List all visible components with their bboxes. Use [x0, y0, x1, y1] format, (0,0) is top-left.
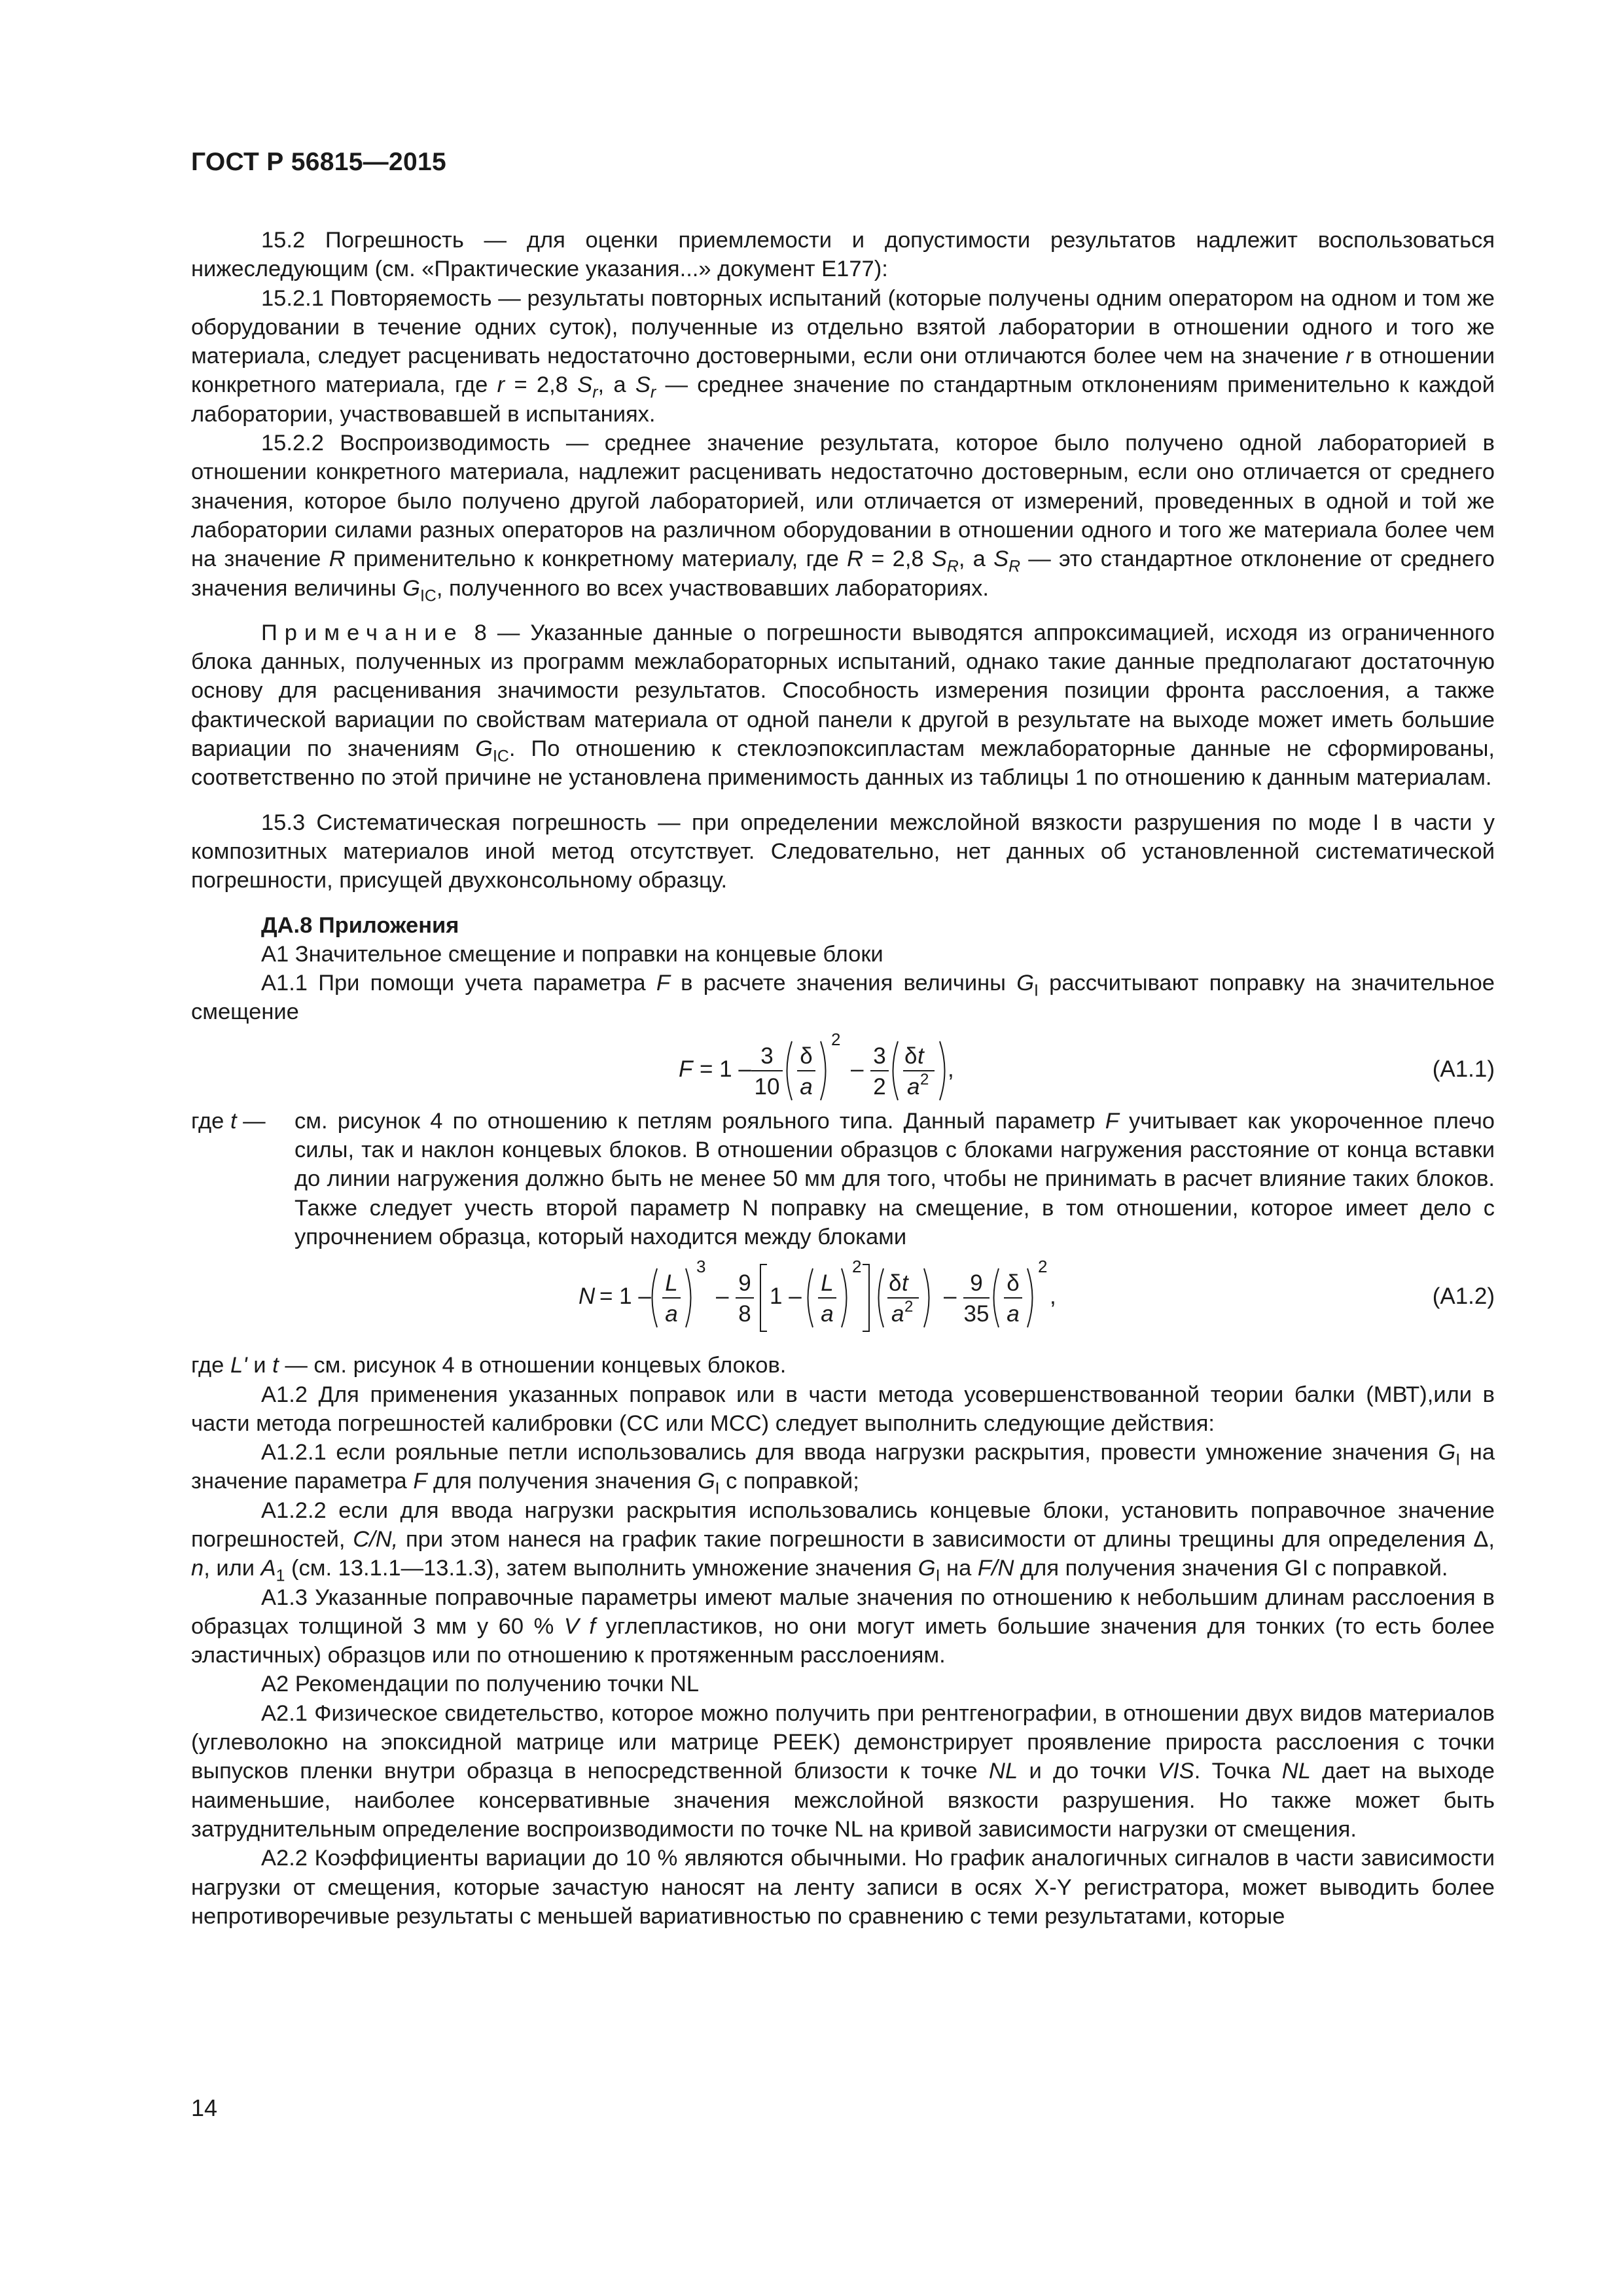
- subscript: R: [946, 558, 959, 576]
- text: где: [191, 1353, 230, 1378]
- symbol-g: G: [1016, 971, 1035, 996]
- formula-operator: = 1 –: [599, 1283, 651, 1310]
- symbol-r: r: [497, 372, 505, 398]
- paragraph-15-2: [191, 226, 1495, 284]
- text: с поправкой;: [719, 1469, 859, 1494]
- left-bracket: [760, 1265, 767, 1331]
- where-clause-1: [191, 1107, 1495, 1251]
- text: . Точка: [1194, 1759, 1282, 1784]
- text: на: [940, 1556, 978, 1581]
- symbol-a: A: [260, 1556, 276, 1581]
- formula-a1-2: [191, 1251, 1495, 1336]
- symbol-s: S: [577, 372, 593, 398]
- text: = 2,8: [863, 547, 932, 572]
- subscript: IC: [419, 587, 437, 605]
- text: рассчитывают поправку на значительное смещение: [191, 971, 1495, 1025]
- fraction-denominator: 2: [873, 1073, 886, 1100]
- text: при этом нанеся на график такие погрешности в зависимости от длины трещины для определения: [398, 1526, 1474, 1552]
- subscript: I: [935, 1567, 940, 1585]
- symbol-nl: NL: [989, 1759, 1018, 1784]
- formula-a1-2-graphic: [191, 1251, 1495, 1336]
- formula-operator: 1 –: [770, 1283, 802, 1310]
- text: 8 — Указанные данные о погрешности выводятся аппроксимацией, исходя из ограниченного блока данных, полученных из программ межлабораторных испытаний, однако такие данные предполагают достаточную основу для расценивания значимости результатов. Способность измерения позиции фронта расслоения, а также фактической вариации по свойствам материала от одной панели к другой в результате на выходе может иметь большие вариации по значениям: [191, 620, 1495, 762]
- symbol-l: L': [230, 1353, 247, 1378]
- where-clause-2: [191, 1351, 1495, 1380]
- formula-symbol: N: [579, 1283, 596, 1310]
- formula-punctuation: ,: [948, 1056, 954, 1082]
- text: где: [191, 1108, 230, 1134]
- left-paren: [808, 1268, 813, 1327]
- exponent: 2: [904, 1298, 914, 1316]
- subscript: r: [592, 384, 598, 403]
- fraction-numerator: δ: [889, 1270, 902, 1297]
- formula-operator: = 1 –: [700, 1056, 751, 1082]
- page-number: 14: [191, 2094, 218, 2121]
- fraction-denominator: a: [665, 1301, 678, 1327]
- fraction-denominator: a: [821, 1301, 834, 1327]
- symbol-f: F: [413, 1469, 427, 1494]
- fraction-numerator: 9: [738, 1270, 751, 1297]
- text: ,: [1488, 1526, 1495, 1552]
- where-text: [294, 1107, 1495, 1251]
- symbol-vis: VIS: [1158, 1759, 1194, 1784]
- right-paren: [821, 1041, 826, 1100]
- text: на значение параметра: [191, 1440, 1495, 1494]
- page-body: [191, 226, 1495, 1931]
- section-heading: ДА.8 Приложения: [261, 912, 459, 938]
- subscript: I: [1455, 1451, 1461, 1469]
- fraction-numerator: 9: [970, 1270, 983, 1297]
- formula-operator: –: [716, 1283, 729, 1310]
- text: 15.3 Систематическая погрешность — при определении межслойной вязкости разрушения по моде I в части у композитных материалов иной метод отсутствует. Следовательно, нет данных об установленной систематической погрешности, присущей двухконсольному образцу.: [191, 810, 1495, 893]
- text: в отношении конкретного материала, где: [191, 344, 1495, 398]
- text: = 2,8: [505, 372, 578, 398]
- where-label: [191, 1107, 294, 1251]
- symbol-g: G: [697, 1469, 715, 1494]
- right-bracket: [863, 1265, 869, 1331]
- symbol-r: r: [1346, 344, 1353, 369]
- exponent: 2: [852, 1257, 862, 1277]
- equation-number: (А1.1): [1432, 1056, 1495, 1082]
- paragraph-15-2-2: [191, 429, 1495, 603]
- symbol-g: G: [475, 736, 493, 762]
- fraction-numerator: 3: [873, 1043, 886, 1069]
- symbol-n: n: [191, 1556, 204, 1581]
- formula-operator: –: [851, 1056, 864, 1082]
- text: — это стандартное отклонение от среднего значения величины: [191, 547, 1495, 601]
- paragraph-a1-2: [191, 1380, 1495, 1439]
- fraction-denominator: 10: [754, 1073, 780, 1100]
- fraction-numerator: δ: [904, 1043, 918, 1069]
- fraction-denominator: a: [1007, 1301, 1020, 1327]
- left-paren: [994, 1268, 999, 1327]
- symbol-cn: C/N,: [353, 1526, 399, 1552]
- fraction-numerator: t: [902, 1270, 908, 1297]
- left-paren: [879, 1268, 884, 1327]
- right-paren: [1027, 1268, 1033, 1327]
- formula-a1-1-graphic: [191, 1027, 1495, 1107]
- fraction-denominator: 35: [963, 1301, 990, 1327]
- paragraph-a1: А1 Значительное смещение и поправки на концевые блоки: [261, 941, 883, 967]
- formula-operator: –: [944, 1283, 957, 1310]
- subscript: IC: [492, 747, 509, 766]
- left-paren: [787, 1041, 793, 1100]
- symbol-vf: V f: [563, 1613, 596, 1639]
- document-header: ГОСТ Р 56815—2015: [191, 148, 446, 176]
- text: А1.2.2 если для ввода нагрузки раскрытия использовались концевые блоки, установить поправочное значение погрешностей,: [191, 1498, 1495, 1552]
- fraction-denominator: a: [800, 1073, 813, 1100]
- text: (см. 13.1.1—13.1.3), затем выполнить умножение значения: [285, 1556, 918, 1581]
- text: , полученного во всех участвовавших лабораториях.: [436, 575, 989, 601]
- paragraph-a1-3: [191, 1583, 1495, 1670]
- right-paren: [842, 1268, 847, 1327]
- paragraph-15-2-1: [191, 284, 1495, 429]
- subscript: I: [715, 1480, 720, 1499]
- exponent: 3: [696, 1257, 706, 1277]
- note-8: [191, 619, 1495, 793]
- equation-number: (А1.2): [1432, 1283, 1495, 1310]
- paragraph-a2: А2 Рекомендации по получению точки NL: [261, 1672, 700, 1697]
- symbol-fn: F/N: [977, 1556, 1014, 1581]
- text: , а: [958, 547, 994, 572]
- text: А1.2.1 если рояльные петли использовались для ввода нагрузки раскрытия, провести умножение значения: [261, 1440, 1438, 1465]
- paragraph-a2-2: [191, 1844, 1495, 1931]
- text: 15.2.2 Воспроизводимость — среднее значение результата, которое было получено одной лабораторией в отношении конкретного материала, надлежит расценивать недостаточно достоверным, если оно отличается от среднего значения, которое было получено другой лабораторией, или отличается от измерений, проведенных в одной и той же лаборатории силами разных операторов на различном оборудовании в отношении одного и того же материала более чем на значение: [191, 431, 1495, 572]
- symbol-t: t: [272, 1353, 279, 1378]
- fraction-numerator: L: [665, 1270, 678, 1297]
- text: . По отношению к стеклоэпоксипластам межлабораторные данные не сформированы, соответственно по этой причине не установлена применимость данных из таблицы 1 по отношению к данным материалам.: [191, 736, 1495, 791]
- text: и: [247, 1353, 273, 1378]
- symbol-f: F: [1105, 1108, 1119, 1134]
- text: и до точки: [1018, 1759, 1158, 1784]
- symbol-g: G: [918, 1556, 936, 1581]
- text: в расчете значения величины: [669, 971, 1017, 996]
- subscript: 1: [276, 1567, 285, 1585]
- text: —: [236, 1108, 266, 1134]
- formula-punctuation: ,: [1050, 1283, 1056, 1310]
- text: дает на выходе наименьшие, наиболее консервативные значения межслойной вязкости разрушения. Но также может быть затруднительным определение воспроизводимости по точке NL на кривой зависимости нагрузки от смещения.: [191, 1759, 1495, 1842]
- fraction-denominator: a: [891, 1301, 904, 1327]
- fraction-denominator: 8: [738, 1301, 751, 1327]
- text: для получения значения: [427, 1469, 698, 1494]
- text: А1.3 Указанные поправочные параметры имеют малые значения по отношению к небольшим длинам расслоения в образцах толщиной 3 мм у 60 %: [191, 1585, 1495, 1639]
- text: А1.1 При помощи учета параметра: [261, 971, 656, 996]
- paragraph-a2-1: [191, 1699, 1495, 1844]
- text: , а: [597, 372, 635, 398]
- fraction-denominator: a: [907, 1073, 920, 1100]
- symbol-g: G: [402, 575, 420, 601]
- text: 15.2.1 Повторяемость — результаты повторных испытаний (которые получены одним оператором на одном и том же оборудовании в течение одних суток), полученные из отдельно взятой лаборатории в отношении одного и того же материала, следует расценивать недостаточно достоверными, если они отличаются более чем на значение: [191, 285, 1495, 369]
- text: применительно к конкретному материалу, где: [345, 547, 847, 572]
- text: — см. рисунок 4 в отношении концевых блоков.: [278, 1353, 787, 1378]
- symbol-s: S: [993, 547, 1009, 572]
- text: см. рисунок 4 по отношению к петлям рояльного типа. Данный параметр: [294, 1108, 1105, 1134]
- text: А1.2 Для применения указанных поправок или в части метода усовершенствованной теории балки (МВТ),или в части метода погрешностей калибровки (СС или МСС) следует выполнить следующие действия:: [191, 1382, 1495, 1436]
- symbol-delta: Δ: [1473, 1526, 1489, 1552]
- left-paren: [652, 1268, 658, 1327]
- symbol-s: S: [931, 547, 947, 572]
- exponent: 2: [1038, 1257, 1048, 1277]
- text: для получения значения GI с поправкой.: [1014, 1556, 1448, 1581]
- text: 15.2 Погрешность — для оценки приемлемости и допустимости результатов надлежит воспользоваться нижеследующим (см. «Практические указания...» документ E177):: [191, 228, 1495, 282]
- text: — среднее значение по стандартным отклонениям применительно к каждой лаборатории, участвовавшей в испытаниях.: [191, 372, 1495, 427]
- text: А2.2 Коэффициенты вариации до 10 % являются обычными. Но график аналогичных сигналов в части зависимости нагрузки от смещения, которые зачастую наносят на ленту записи в осях X-Y регистратора, может выводить более непротиворечивые результаты с меньшей вариативностью по сравнению с теми результатами, которые: [191, 1846, 1495, 1929]
- symbol-nl: NL: [1281, 1759, 1311, 1784]
- subscript: R: [1008, 558, 1021, 576]
- fraction-numerator: L: [821, 1270, 834, 1297]
- symbol-R: R: [847, 547, 864, 572]
- text: учитывает как укороченное плечо силы, так и наклон концевых блоков. В отношении образцов с блоками нагружения расстояние от конца вставки до линии нагружения должно быть не менее 50 мм для того, чтобы не принимать в расчет влияние таких блоков. Также следует учесть второй параметр N поправку на смещение, в том отношении, которое имеет дело с упрочнением образца, который находится между блоками: [294, 1108, 1495, 1249]
- symbol-f: F: [656, 971, 670, 996]
- paragraph-15-3: [191, 808, 1495, 895]
- symbol-s: S: [635, 372, 651, 398]
- right-paren: [924, 1268, 929, 1327]
- right-paren: [686, 1268, 691, 1327]
- fraction-numerator: δ: [800, 1043, 813, 1069]
- text: углепластиков, но они могут иметь большие значения для тонких (то есть более эластичных) образцов или по отношению к протяженным расслоениям.: [191, 1613, 1495, 1668]
- paragraph-a1-2-1: [191, 1438, 1495, 1499]
- fraction-numerator: t: [918, 1043, 924, 1069]
- formula-a1-1: [191, 1027, 1495, 1107]
- text: , или: [204, 1556, 261, 1581]
- symbol-g: G: [1438, 1440, 1456, 1465]
- exponent: 2: [920, 1070, 929, 1088]
- subscript: I: [1034, 982, 1039, 1000]
- subscript: r: [650, 384, 656, 403]
- exponent: 2: [831, 1029, 841, 1049]
- fraction-numerator: 3: [760, 1043, 774, 1069]
- left-paren: [893, 1041, 899, 1100]
- paragraph-a1-1: [191, 969, 1495, 1027]
- symbol-t: t: [230, 1108, 237, 1134]
- right-paren: [940, 1041, 945, 1100]
- paragraph-a1-2-2: [191, 1496, 1495, 1583]
- fraction-numerator: δ: [1007, 1270, 1020, 1297]
- note-label: Примечание: [261, 620, 464, 645]
- symbol-R: R: [329, 547, 346, 572]
- formula-symbol: F: [679, 1056, 693, 1082]
- text: А2.1 Физическое свидетельство, которое можно получить при рентгенографии, в отношении двух видов материалов (углеволокно на эпоксидной матрице или матрице PEEK) демонстрирует проявление прироста расслоения с точки выпусков пленки внутри образца в непосредственной близости к точке: [191, 1700, 1495, 1784]
